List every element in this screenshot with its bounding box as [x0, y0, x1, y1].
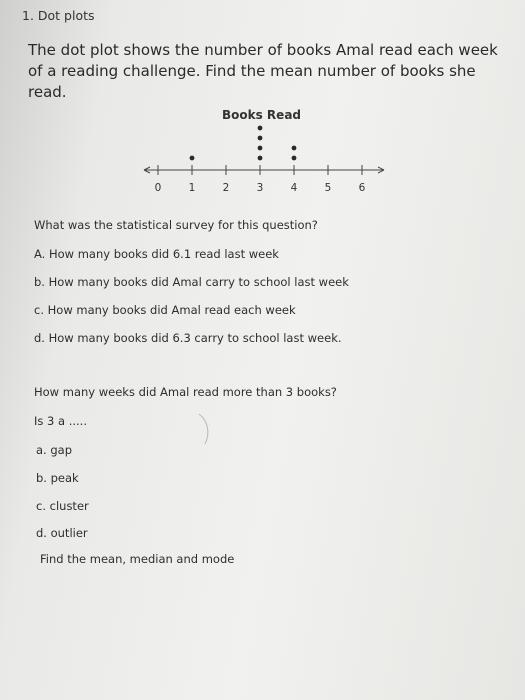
question-2-option-a: a. gap — [36, 443, 73, 457]
question-2-sub: Is 3 a ..... — [34, 414, 87, 428]
question-1-option-a: A. How many books did 6.1 read last week — [34, 247, 279, 261]
dot-3-1 — [258, 156, 263, 161]
question-2-option-c: c. cluster — [36, 499, 89, 513]
question-1-option-b: b. How many books did Amal carry to school last week — [34, 275, 349, 289]
dot-1-1 — [190, 156, 195, 161]
tick-label-1: 1 — [188, 182, 196, 194]
question-1-option-d: d. How many books did 6.3 carry to school last week. — [34, 331, 342, 345]
tick-label-2: 2 — [222, 182, 230, 194]
chart-title: Books Read — [222, 108, 302, 122]
dot-4-1 — [292, 156, 297, 161]
question-1-option-c: c. How many books did Amal read each week — [34, 303, 296, 317]
number-line — [144, 165, 384, 194]
pencil-mark — [195, 410, 225, 450]
dot-3-2 — [258, 146, 263, 151]
dot-3-3 — [258, 136, 263, 141]
tick-label-5: 5 — [324, 182, 332, 194]
dot-4-2 — [292, 146, 297, 151]
question-3: Find the mean, median and mode — [40, 552, 235, 566]
section-heading: 1. Dot plots — [22, 8, 95, 23]
dot-marks — [190, 126, 297, 161]
tick-label-6: 6 — [358, 182, 366, 194]
tick-label-3: 3 — [256, 182, 264, 194]
question-2-option-d: d. outlier — [36, 526, 88, 540]
tick-label-4: 4 — [290, 182, 298, 194]
dot-3-4 — [258, 126, 263, 131]
tick-label-0: 0 — [154, 182, 162, 194]
question-2-option-b: b. peak — [36, 471, 79, 485]
problem-prompt: The dot plot shows the number of books Amal read each week of a reading challenge. Find the mean number of books she read. — [28, 41, 498, 101]
question-2: How many weeks did Amal read more than 3 books? — [34, 385, 337, 399]
question-1: What was the statistical survey for this question? — [34, 218, 318, 232]
